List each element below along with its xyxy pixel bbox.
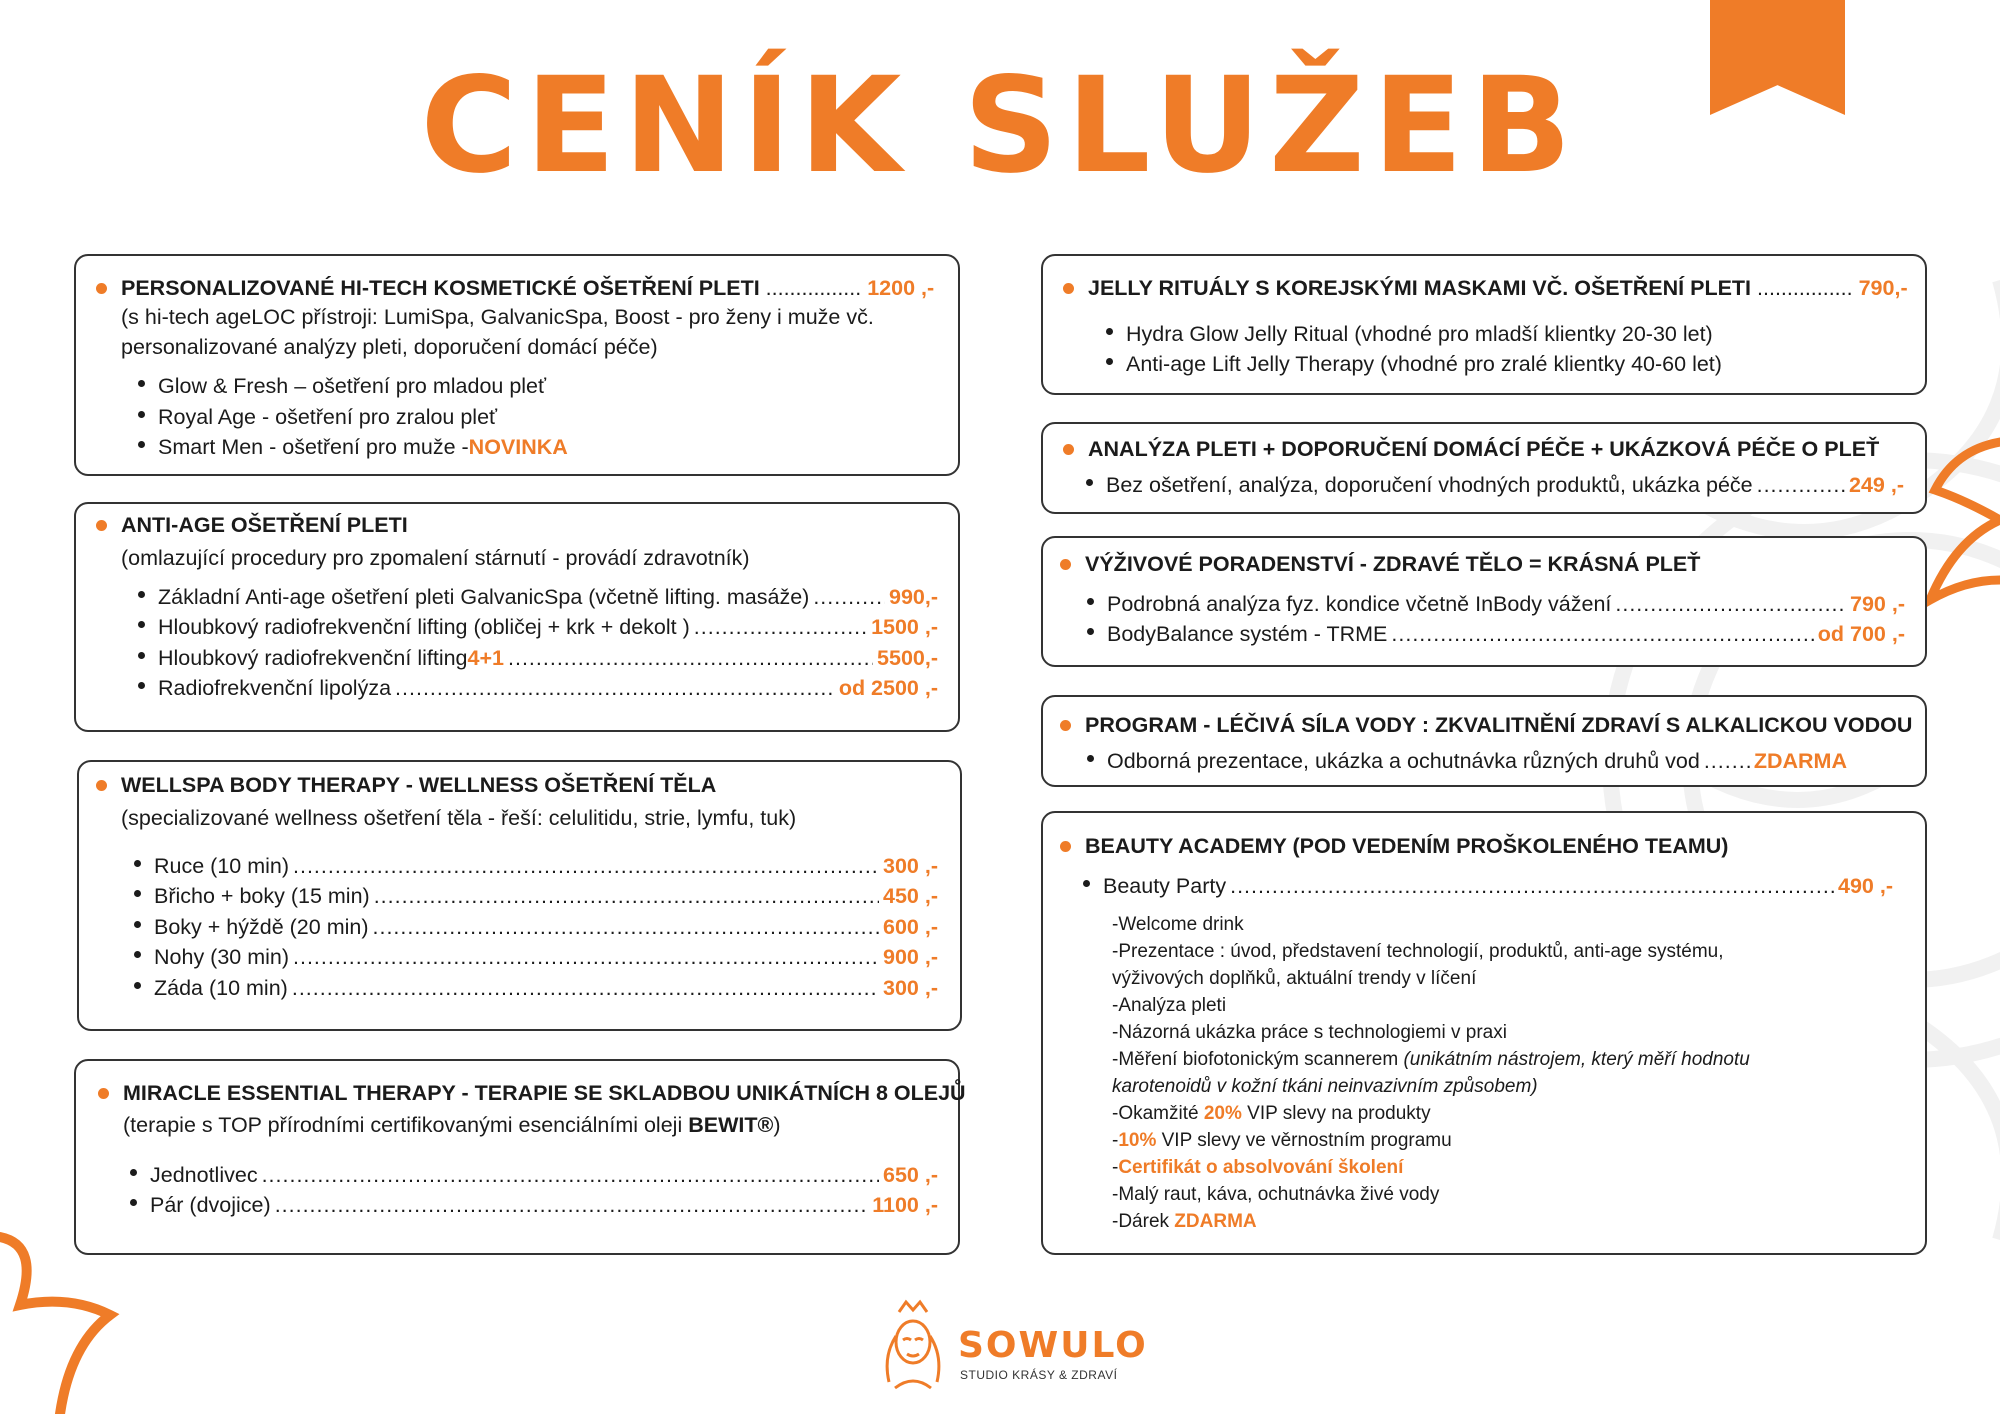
bullet-dot	[98, 1088, 109, 1099]
price: 1200 ,-	[867, 276, 935, 300]
price-row: Podrobná analýza fyz. kondice včetně InBody vážení ..... 790 ,-	[1085, 592, 1905, 617]
card-title: BEAUTY ACADEMY (POD VEDENÍM PROŠKOLENÉHO TEAMU)	[1085, 834, 1728, 859]
page-title: CENÍK SLUŽEB	[420, 49, 1580, 203]
logo-tagline: STUDIO KRÁSY & ZDRAVÍ	[960, 1368, 1118, 1382]
academy-details: -Welcome drink -Prezentace : úvod, představení technologií, produktů, anti-age systému, výživových doplňků, aktuální trendy v líčení -Analýza pleti -Názorná ukázka práce s technologiemi v praxi -Měření biofotonickým scannerem (unikátním nástrojem, který měří hodnotu karotenoidů v kožní tkáni neinvazivním způsobem) -Okamžité 20% VIP slevy na produkty -10% VIP slevy ve věrnostním programu -Certifikát o absolvování školení -Malý raut, káva, ochutnávka živé vody -Dárek ZDARMA	[1112, 914, 1750, 1232]
price-row: Jednotlivec ..... 650 ,-	[128, 1163, 938, 1188]
list-item: Hydra Glow Jelly Ritual (vhodné pro mladší klientky 20-30 let)	[1126, 322, 1713, 346]
price-row: Ruce (10 min) ..... 300 ,-	[132, 854, 938, 879]
logo-emblem-icon	[873, 1296, 953, 1392]
price-row: Bez ošetření, analýza, doporučení vhodných produktů, ukázka péče ..... 249 ,-	[1084, 473, 1904, 498]
card-description: (omlazující procedury pro zpomalení stárnutí - provádí zdravotník)	[121, 546, 750, 570]
price-row: Nohy (30 min) ..... 900 ,-	[132, 945, 938, 970]
card-title: ANTI-AGE OŠETŘENÍ PLETI	[121, 513, 408, 538]
logo-name: SOWULO	[958, 1325, 1148, 1366]
card-title: MIRACLE ESSENTIAL THERAPY - TERAPIE SE SKLADBOU UNIKÁTNÍCH 8 OLEJŮ	[123, 1081, 966, 1106]
price-row: Beauty Party ..... 490 ,-	[1081, 874, 1893, 899]
price-row: Hloubkový radiofrekvenční lifting (obličej + krk + dekolt ) ..... 1500 ,-	[136, 615, 938, 640]
list-item: Royal Age - ošetření pro zralou pleť	[158, 405, 498, 429]
card-description: personalizované analýzy pleti, doporučení domácí péče)	[121, 335, 658, 359]
right-flower-ornament	[1925, 430, 2000, 650]
price-row: Odborná prezentace, ukázka a ochutnávka různých druhů vod ..... ZDARMA	[1085, 749, 1905, 774]
bullet-dot	[1060, 720, 1071, 731]
card-analysis	[1041, 422, 1927, 514]
card-title: PROGRAM - LÉČIVÁ SÍLA VODY : ZKVALITNĚNÍ ZDRAVÍ S ALKALICKOU VODOU	[1085, 713, 1912, 738]
card-description: (terapie s TOP přírodními certifikovanými esenciálními oleji BEWIT®)	[123, 1113, 781, 1137]
price-row: Základní Anti-age ošetření pleti GalvanicSpa (včetně lifting. masáže) ..... 990,-	[136, 585, 938, 610]
card-title: WELLSPA BODY THERAPY - WELLNESS OŠETŘENÍ TĚLA	[121, 773, 716, 798]
bullet-dot	[96, 780, 107, 791]
new-badge: NOVINKA	[468, 435, 568, 459]
price-row: Záda (10 min) ..... 300 ,-	[132, 976, 938, 1001]
price-row: Hloubkový radiofrekvenční lifting 4+1 ..... 5500,-	[136, 646, 938, 671]
card-title: VÝŽIVOVÉ PORADENSTVÍ - ZDRAVÉ TĚLO = KRÁSNÁ PLEŤ	[1085, 552, 1700, 577]
card-description: (s hi-tech ageLOC přístroji: LumiSpa, GalvanicSpa, Boost - pro ženy i muže vč.	[121, 305, 874, 329]
bullet-dot	[1063, 444, 1074, 455]
bullet-dot	[96, 283, 107, 294]
bullet-dot	[1060, 841, 1071, 852]
list-item: Glow & Fresh – ošetření pro mladou pleť	[158, 374, 547, 398]
card-description: (specializované wellness ošetření těla - řeší: celulitidu, strie, lymfu, tuk)	[121, 806, 797, 830]
card-title: JELLY RITUÁLY S KOREJSKÝMI MASKAMI VČ. OŠETŘENÍ PLETI ................ 790,-	[1088, 276, 1908, 301]
card-title: ANALÝZA PLETI + DOPORUČENÍ DOMÁCÍ PÉČE + UKÁZKOVÁ PÉČE O PLEŤ	[1088, 437, 1879, 462]
price-row: Radiofrekvenční lipolýza ..... od 2500 ,-	[136, 676, 938, 701]
price-row: Pár (dvojice) ..... 1100 ,-	[128, 1193, 938, 1218]
price-row: BodyBalance systém - TRME ..... od 700 ,-	[1085, 622, 1905, 647]
bullet-dot	[1060, 559, 1071, 570]
price-row: Boky + hýždě (20 min) ..... 600 ,-	[132, 915, 938, 940]
price-row: Břicho + boky (15 min) ..... 450 ,-	[132, 884, 938, 909]
list-item: Anti-age Lift Jelly Therapy (vhodné pro zralé klientky 40-60 let)	[1126, 352, 1722, 376]
bullet-dot	[96, 520, 107, 531]
list-item: Smart Men - ošetření pro muže - NOVINKA	[158, 435, 568, 459]
card-title: PERSONALIZOVANÉ HI-TECH KOSMETICKÉ OŠETŘENÍ PLETI ................ 1200 ,-	[121, 276, 934, 301]
bullet-dot	[1063, 283, 1074, 294]
